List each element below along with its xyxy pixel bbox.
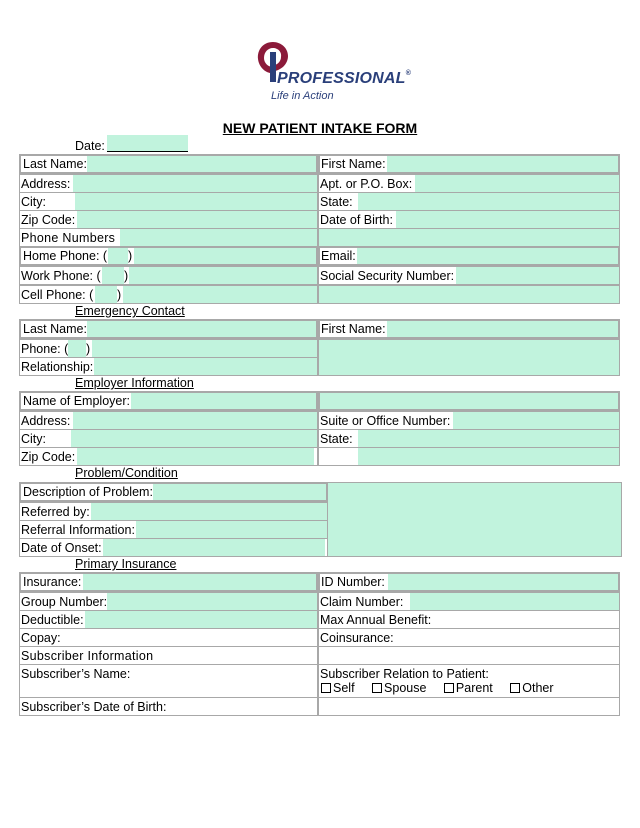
work-phone-paren: ) — [124, 269, 129, 283]
cell-phone-right-blank — [319, 286, 619, 303]
phone-numbers-label: Phone Numbers — [21, 231, 116, 245]
referred-by-input[interactable] — [91, 503, 327, 520]
zip-input[interactable] — [77, 211, 317, 228]
referred-by-label: Referred by: — [21, 505, 90, 519]
employer-address-label: Address: — [21, 414, 71, 428]
referral-info-input[interactable] — [136, 521, 327, 538]
ssn-label: Social Security Number: — [320, 269, 455, 283]
cell-phone-input[interactable] — [123, 286, 317, 303]
group-number-input[interactable] — [107, 593, 317, 610]
first-name-label: First Name: — [321, 157, 386, 171]
relation-option-spouse[interactable]: Spouse — [372, 681, 426, 695]
deductible-label: Deductible: — [21, 613, 84, 627]
emergency-phone-paren: ) — [86, 342, 91, 356]
dob-input[interactable] — [396, 211, 619, 228]
home-phone-label: Home Phone: ( — [23, 249, 108, 263]
logo-trademark: ® — [405, 70, 411, 77]
dob-label: Date of Birth: — [320, 213, 393, 227]
employer-state-label: State: — [320, 432, 353, 446]
employer-name-label: Name of Employer: — [23, 394, 130, 408]
date-label: Date: — [75, 139, 105, 153]
onset-input[interactable] — [103, 539, 325, 556]
employer-city-input[interactable] — [71, 430, 317, 447]
employer-heading: Employer Information — [75, 376, 194, 390]
employer-suite-input[interactable] — [453, 412, 619, 429]
phone-numbers-right-blank — [319, 229, 619, 246]
claim-number-label: Claim Number: — [320, 595, 404, 609]
onset-label: Date of Onset: — [21, 541, 102, 555]
deductible-input[interactable] — [85, 611, 317, 628]
subscriber-heading: Subscriber Information — [21, 649, 154, 663]
insurance-input[interactable] — [83, 574, 316, 590]
insurance-heading: Primary Insurance — [75, 557, 177, 571]
emergency-phone-label: Phone: ( — [21, 342, 69, 356]
relation-option-parent[interactable]: Parent — [444, 681, 493, 695]
state-label: State: — [320, 195, 353, 209]
employer-city-label: City: — [21, 432, 46, 446]
emergency-last-name-label: Last Name: — [23, 322, 87, 336]
checkbox-icon[interactable] — [372, 683, 382, 693]
address-label: Address: — [21, 177, 71, 191]
home-phone-paren: ) — [128, 249, 133, 263]
relation-options — [321, 681, 554, 696]
cell-phone-label: Cell Phone: ( — [21, 288, 94, 302]
emergency-first-name-label: First Name: — [321, 322, 386, 336]
emergency-right-blank — [319, 340, 619, 375]
work-phone-input[interactable] — [129, 267, 317, 284]
emergency-relationship-input[interactable] — [94, 358, 317, 375]
group-number-label: Group Number: — [21, 595, 108, 609]
emergency-last-name-input[interactable] — [87, 321, 316, 337]
problem-heading: Problem/Condition — [75, 466, 178, 480]
problem-description-label: Description of Problem: — [23, 485, 153, 499]
employer-right-blank — [320, 393, 618, 409]
city-label: City: — [21, 195, 46, 209]
checkbox-icon[interactable] — [321, 683, 331, 693]
work-phone-area-input[interactable] — [102, 267, 124, 284]
apt-label: Apt. or P.O. Box: — [320, 177, 413, 191]
emergency-relationship-label: Relationship: — [21, 360, 94, 374]
home-phone-area-input[interactable] — [108, 248, 128, 264]
coinsurance-label: Coinsurance: — [320, 631, 394, 645]
employer-suite-label: Suite or Office Number: — [320, 414, 451, 428]
copay-label: Copay: — [21, 631, 61, 645]
id-number-label: ID Number: — [321, 575, 385, 589]
employer-address-input[interactable] — [73, 412, 317, 429]
city-input[interactable] — [75, 193, 317, 210]
employer-zip-input[interactable] — [77, 448, 314, 465]
subscriber-name-label: Subscriber’s Name: — [21, 667, 131, 681]
referral-info-label: Referral Information: — [21, 523, 135, 537]
employer-state-input[interactable] — [358, 430, 619, 447]
last-name-label: Last Name: — [23, 157, 87, 171]
emergency-phone-input[interactable] — [92, 340, 317, 357]
emergency-heading: Emergency Contact — [75, 304, 185, 318]
email-input[interactable] — [357, 248, 618, 264]
employer-zip-label: Zip Code: — [21, 450, 76, 464]
relation-option-other[interactable]: Other — [510, 681, 553, 695]
first-name-input[interactable] — [387, 156, 618, 172]
phone-numbers-blank — [120, 229, 317, 246]
ssn-input[interactable] — [456, 267, 619, 284]
email-label: Email: — [321, 249, 356, 263]
address-input[interactable] — [73, 175, 317, 192]
zip-label: Zip Code: — [21, 213, 76, 227]
work-phone-label: Work Phone: ( — [21, 269, 101, 283]
subscriber-dob-right-cell — [318, 697, 620, 716]
home-phone-input[interactable] — [134, 248, 316, 264]
insurance-label: Insurance: — [23, 575, 82, 589]
emergency-first-name-input[interactable] — [387, 321, 618, 337]
employer-zip-right-blank — [358, 448, 619, 465]
subscriber-dob-label: Subscriber’s Date of Birth: — [21, 700, 167, 714]
logo-tagline: Life in Action — [271, 90, 334, 102]
checkbox-icon[interactable] — [510, 683, 520, 693]
state-input[interactable] — [358, 193, 619, 210]
apt-input[interactable] — [415, 175, 619, 192]
employer-name-input[interactable] — [131, 393, 316, 409]
page-title: NEW PATIENT INTAKE FORM — [222, 120, 418, 136]
max-benefit-label: Max Annual Benefit: — [320, 613, 432, 627]
problem-right-blank[interactable] — [328, 483, 621, 556]
id-number-input[interactable] — [388, 574, 618, 590]
last-name-input[interactable] — [87, 156, 316, 172]
cell-phone-paren: ) — [117, 288, 122, 302]
cell-phone-area-input[interactable] — [95, 286, 117, 303]
subscriber-heading-right-cell — [318, 646, 620, 665]
logo — [255, 40, 411, 104]
emergency-phone-area-input[interactable] — [68, 340, 86, 357]
problem-description-input[interactable] — [153, 484, 326, 500]
subscriber-relation-label: Subscriber Relation to Patient: — [320, 667, 489, 681]
logo-brand-text: PROFESSIONAL — [277, 70, 406, 87]
date-input[interactable] — [107, 135, 188, 152]
copay-cell — [19, 628, 318, 647]
claim-number-input[interactable] — [410, 593, 619, 610]
checkbox-icon[interactable] — [444, 683, 454, 693]
relation-option-self[interactable]: Self — [321, 681, 355, 695]
